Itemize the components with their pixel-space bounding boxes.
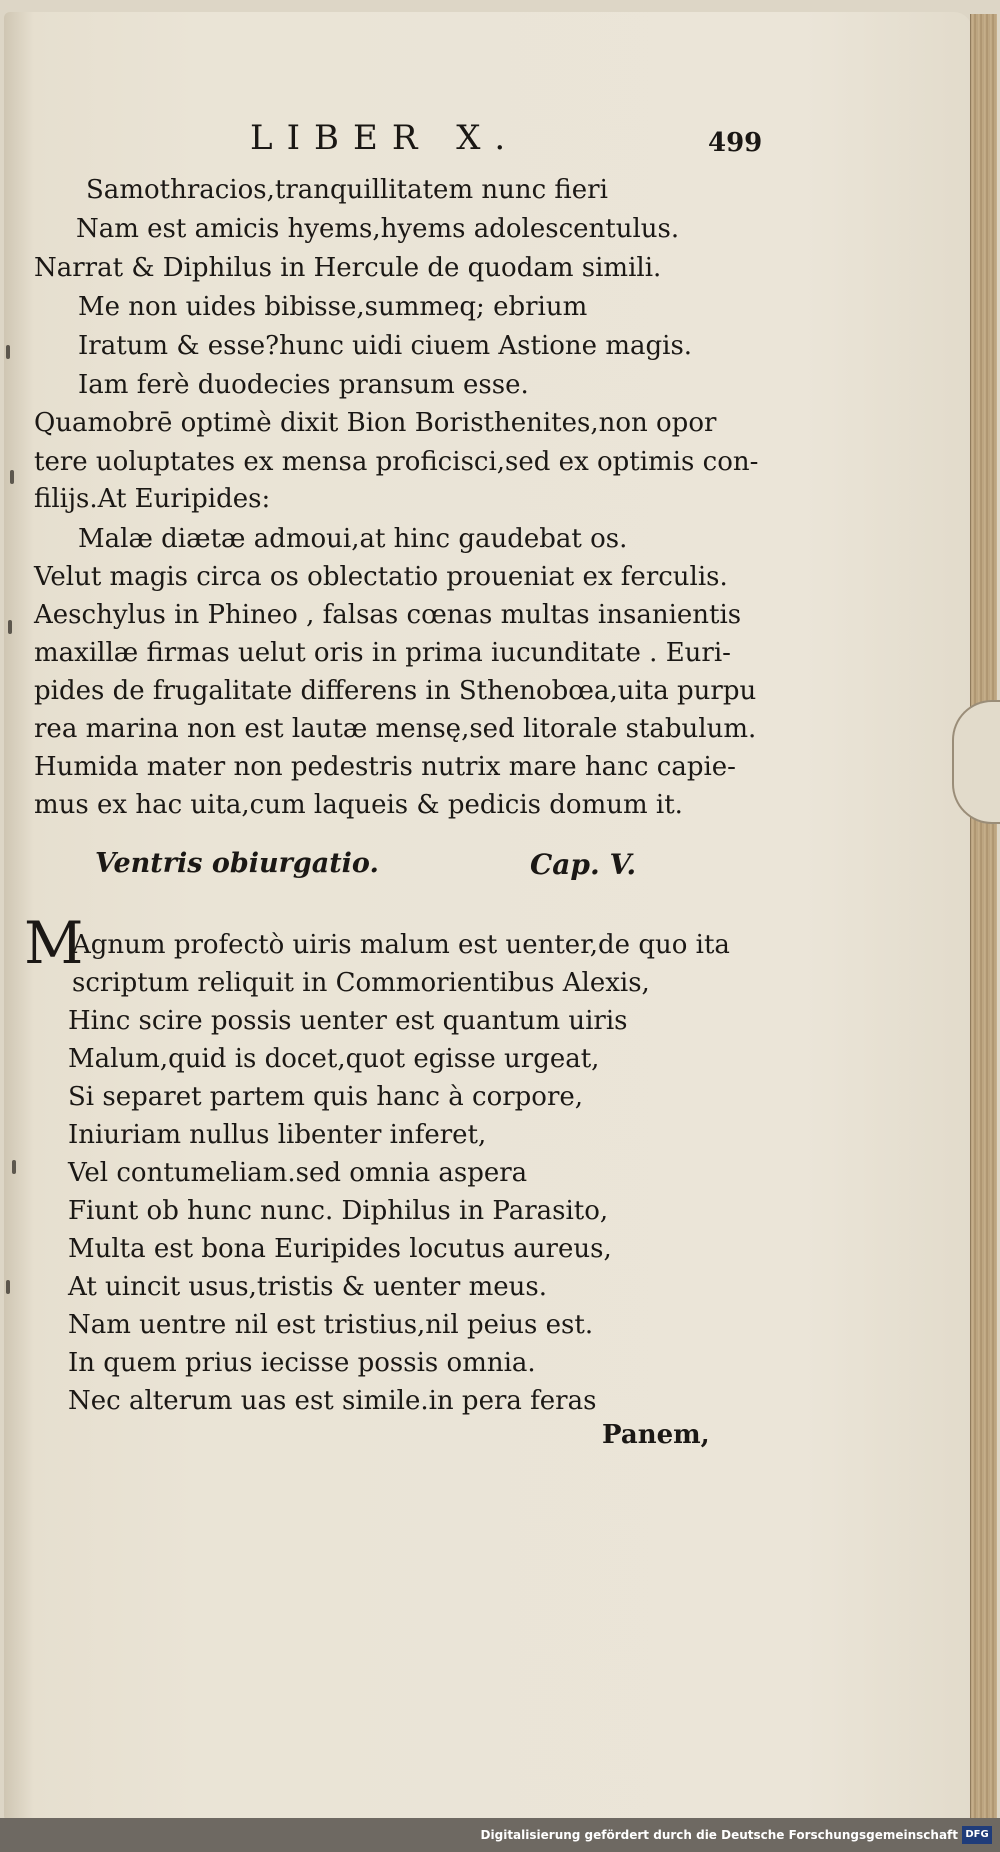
page-fore-edge <box>970 14 997 1824</box>
text-line: Iniuriam nullus libenter inferet, <box>68 1120 487 1150</box>
text-line: Nam uentre nil est tristius,nil peius est. <box>68 1310 594 1340</box>
margin-mark <box>8 620 12 634</box>
drop-capital: M <box>24 909 84 977</box>
text-line: rea marina non est lautæ mensę,sed litorale stabulum. <box>34 714 757 744</box>
text-line: Iam ferè duodecies pransum esse. <box>78 370 529 400</box>
margin-mark <box>6 1280 10 1294</box>
text-line: scriptum reliquit in Commorientibus Alexis, <box>72 968 650 998</box>
text-line: Vel contumeliam.sed omnia aspera <box>68 1158 528 1188</box>
dfg-logo: DFG <box>962 1826 992 1844</box>
text-line: Quamobrē optimè dixit Bion Boristhenites,non opor <box>34 408 717 438</box>
chapter-title: Ventris obiurgatio. <box>95 848 379 879</box>
text-line: Aeschylus in Phineo , falsas cœnas multas insanientis <box>34 600 742 630</box>
text-line: Agnum profectò uiris malum est uenter,de quo ita <box>72 930 730 960</box>
text-line: At uincit usus,tristis & uenter meus. <box>68 1272 547 1302</box>
text-line: Samothracios,tranquillitatem nunc fieri <box>86 175 608 205</box>
text-line: mus ex hac uita,cum laqueis & pedicis domum it. <box>34 790 683 820</box>
text-line: Malum,quid is docet,quot egisse urgeat, <box>68 1044 600 1074</box>
text-line: Iratum & esse?hunc uidi ciuem Astione magis. <box>78 331 693 361</box>
text-line: Hinc scire possis uenter est quantum uiris <box>68 1006 628 1036</box>
text-line: In quem prius iecisse possis omnia. <box>68 1348 536 1378</box>
text-line: tere uoluptates ex mensa proficisci,sed ex optimis con- <box>34 447 759 477</box>
text-line: Fiunt ob hunc nunc. Diphilus in Parasito, <box>68 1196 609 1226</box>
text-line: maxillæ firmas uelut oris in prima iucunditate . Euri- <box>34 638 731 668</box>
text-line: pides de frugalitate differens in Sthenobœa,uita purpu <box>34 676 757 706</box>
text-line: Me non uides bibisse,summeq; ebrium <box>78 292 588 322</box>
text-line: Si separet partem quis hanc à corpore, <box>68 1082 584 1112</box>
text-line: Multa est bona Euripides locutus aureus, <box>68 1234 612 1264</box>
margin-mark <box>10 470 14 484</box>
text-line: Malæ diætæ admoui,at hinc gaudebat os. <box>78 524 628 554</box>
text-line: Nam est amicis hyems,hyems adolescentulus. <box>76 214 680 244</box>
digitization-footer <box>0 1820 1000 1852</box>
margin-mark <box>12 1160 16 1174</box>
margin-mark <box>6 345 10 359</box>
text-line: filijs.At Euripides: <box>34 484 271 514</box>
running-header <box>250 118 770 168</box>
text-line: Velut magis circa os oblectatio proueniat ex ferculis. <box>34 562 728 592</box>
text-line: Narrat & Diphilus in Hercule de quodam simili. <box>34 253 662 283</box>
running-head-title: LIBER X. <box>250 118 520 158</box>
text-line: Humida mater non pedestris nutrix mare hanc capie- <box>34 752 736 782</box>
catchword: Panem, <box>602 1420 710 1450</box>
funding-credit: Digitalisierung gefördert durch die Deutsche Forschungsgemeinschaft <box>480 1828 958 1842</box>
chapter-number: Cap. V. <box>530 848 637 881</box>
text-line: Nec alterum uas est simile.in pera feras <box>68 1386 597 1416</box>
page-number: 499 <box>708 128 763 158</box>
book-page <box>4 12 972 1820</box>
page-tab-marker <box>952 700 1000 824</box>
